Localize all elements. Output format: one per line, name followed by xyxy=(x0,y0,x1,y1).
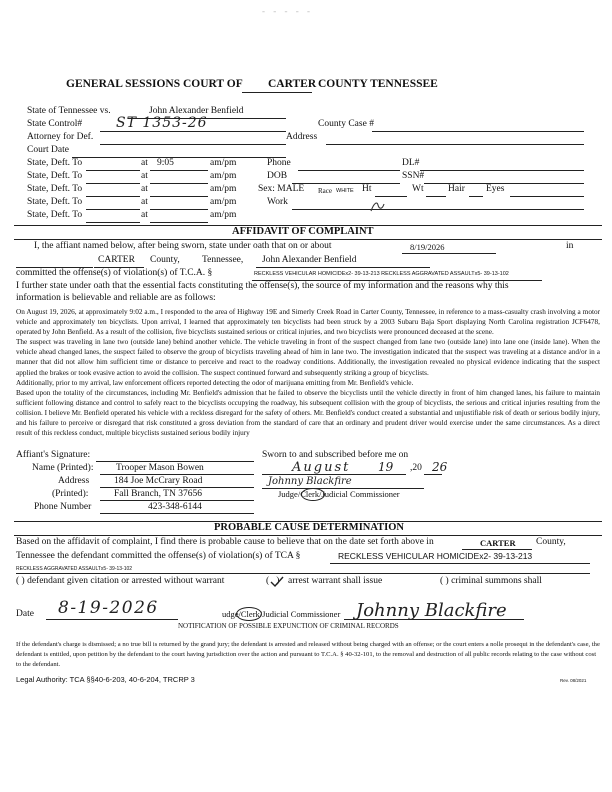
at-label-3: at xyxy=(141,184,148,194)
work-label: Work xyxy=(267,197,288,207)
pc-offense2: RECKLESS AGGRAVATED ASSAULTx5- 39-13-102 xyxy=(16,566,133,572)
sworn-judge-label: Judge/Clerk/Judicial Commissioner xyxy=(278,489,400,499)
dob-label: DOB xyxy=(267,171,288,181)
affiant-address: 184 Joe McCrary Road xyxy=(114,476,203,486)
defendant-name: John Alexander Benfield xyxy=(149,106,244,116)
at-label-2: at xyxy=(141,171,148,181)
legal-authority: Legal Authority: TCA §§40-6-203, 40-6-204, TRCRP 3 xyxy=(16,675,195,684)
state-deft-label-1: State, Deft. To xyxy=(27,158,83,168)
pc-offense1: RECKLESS VEHICULAR HOMICIDEx2- 39-13-213 xyxy=(338,551,533,561)
affidavit-offenses: RECKLESS VEHICULAR HOMICIDEx2- 39-13-213 RECKLESS AGGRAVATED ASSAULTx5- 39-13-102 xyxy=(254,271,509,277)
narrative-paragraph: The suspect was traveling in lane two (outside lane) behind another vehicle. The vehicle traveling in front of the suspect changed from lane two (outside lane) into lane one (inside lane). When the vehicle ahead changed lanes, the suspect failed to observe the group of bicyclists traveling ahead of him in lane two. The investigation indicated that the suspect was traveling at a distance and/or in a manner that did not allow him sufficient time or distance to perceive and react to the roadway conditions. Additionally, the investigation revealed no physical evidence indicating that the suspect applied the brakes or took evasive action to avoid the collision. The suspect continued forward and subsequently striking a group of bicyclists. xyxy=(16,338,600,377)
ampm-label-2: am/pm xyxy=(210,171,237,181)
pc-county-label: County, xyxy=(536,537,566,547)
hair-label: Hair xyxy=(448,184,465,194)
state-deft-label-3: State, Deft. To xyxy=(27,184,83,194)
at-label-5: at xyxy=(141,210,148,220)
ampm-label-1: am/pm xyxy=(210,158,237,168)
pc-county: CARTER xyxy=(480,538,516,548)
sworn-label: Sworn to and subscribed before me on xyxy=(262,450,409,460)
state-vs-label: State of Tennessee vs. xyxy=(27,106,111,116)
pc-line1: Based on the affidavit of complaint, I find there is probable cause to believe that on the date set forth above in xyxy=(16,537,434,547)
affiant-phone-label: Phone Number xyxy=(34,502,92,512)
race-value: WHITE xyxy=(336,188,354,194)
pc-date-value: 8-19-2026 xyxy=(58,598,159,618)
affiant-name: Trooper Mason Bowen xyxy=(116,463,204,473)
affidavit-committed-label: committed the offense(s) of violation(s) of T.C.A. § xyxy=(16,268,213,278)
handwritten-mark xyxy=(368,199,388,213)
affidavit-further-line2: information is believable and reliable are as follows: xyxy=(16,293,216,303)
dl-label: DL# xyxy=(402,158,420,168)
court-date-label: Court Date xyxy=(27,145,69,155)
ht-label: Ht xyxy=(362,184,372,194)
pc-notification: NOTIFICATION OF POSSIBLE EXPUNCTION OF CRIMINAL RECORDS xyxy=(178,622,399,630)
address-label: Address xyxy=(286,132,318,142)
ampm-label-5: am/pm xyxy=(210,210,237,220)
affiant-address-label: Address xyxy=(58,476,90,486)
court-title-prefix: GENERAL SESSIONS COURT OF xyxy=(66,78,243,90)
affidavit-county-label: County, xyxy=(150,255,180,265)
affidavit-title: AFFIDAVIT OF COMPLAINT xyxy=(232,226,374,237)
court-title-suffix: COUNTY TENNESSEE xyxy=(318,78,438,90)
affidavit-intro: I, the affiant named below, after being sworn, state under oath that on or about xyxy=(34,241,332,251)
sworn-clerk-circle xyxy=(301,488,325,501)
time-value: 9:05 xyxy=(157,158,174,168)
pc-arrest-paren[interactable]: ( ) xyxy=(266,576,280,586)
wt-label: Wt xyxy=(412,184,424,194)
at-label-1: at xyxy=(141,158,148,168)
state-deft-label-2: State, Deft. To xyxy=(27,171,83,181)
affiant-city: Fall Branch, TN 37656 xyxy=(114,489,202,499)
state-control-value: ST 1353-26 xyxy=(116,115,208,131)
pc-signature: Johnny Blackfire xyxy=(356,600,507,621)
state-deft-label-5: State, Deft. To xyxy=(27,210,83,220)
sworn-signature: Johnny Blackfire xyxy=(268,476,352,487)
affidavit-narrative xyxy=(16,307,600,438)
sworn-month: August xyxy=(292,460,351,475)
ampm-label-3: am/pm xyxy=(210,184,237,194)
eyes-label: Eyes xyxy=(486,184,505,194)
affidavit-state-label: Tennessee, xyxy=(202,255,244,265)
affidavit-defendant: John Alexander Benfield xyxy=(262,255,357,265)
court-county: CARTER xyxy=(268,78,317,90)
pc-judge-label: udge/Clerk/Judicial Commissioner xyxy=(222,609,341,619)
pc-expunction-text: If the defendant's charge is dismissed; a no true bill is returned by the grand jury; the defendant is arrested and released without being charged with an offense; or the court enters a nolle prosequi in the defendant's case, the defendant is entitled, upon petition by the defendant to the court having jurisdiction over the action and pursuant to T.C.A. § 40-32-101, to the removal and destruction of all public records relating to the case without cost to the defendant. xyxy=(16,641,600,668)
affiant-signature-label: Affiant's Signature: xyxy=(16,450,91,460)
at-label-4: at xyxy=(141,197,148,207)
affiant-phone: 423-348-6144 xyxy=(148,502,202,512)
sworn-year-suffix: 26 xyxy=(432,460,448,474)
ssn-label: SSN# xyxy=(402,171,425,181)
state-control-label: State Control# xyxy=(27,119,83,129)
narrative-paragraph: On August 19, 2026, at approximately 9:02 a.m., I responded to the area of Highway 19E and Simerly Creek Road in Carter County, Tennessee, in reference to a mass-casualty crash involving a motor vehicle and approximately ten bicyclists. Upon arrival, I learned that approximately ten bicyclists had been struck by a 2003 Subaru Baja Sport displaying North Carolina registration JCF6478, operated by John Benfield. As a result of the collision, five bicyclists sustained serious or critical injuries, and two bicyclists were pronounced deceased at the scene. xyxy=(16,308,600,337)
sworn-year-prefix: ,20 xyxy=(410,463,422,473)
affidavit-in-label: in xyxy=(566,241,574,251)
phone-label: Phone xyxy=(267,158,291,168)
pc-option-citation[interactable]: ( ) defendant given citation or arrested without warrant xyxy=(16,576,225,586)
affidavit-further-line1: I further state under oath that the essential facts constituting the offense(s), the source of my information and the reasons why this xyxy=(16,281,509,291)
affidavit-date: 8/19/2026 xyxy=(410,242,445,252)
top-marks: - - - - - xyxy=(262,6,313,16)
affiant-name-label: Name (Printed): xyxy=(32,463,94,473)
probable-cause-title: PROBABLE CAUSE DETERMINATION xyxy=(214,522,404,533)
sex-label: Sex: MALE xyxy=(258,184,305,194)
ampm-label-4: am/pm xyxy=(210,197,237,207)
pc-line2: Tennessee the defendant committed the offense(s) of violation(s) of TCA § xyxy=(16,551,301,561)
race-label: Race xyxy=(318,187,332,195)
pc-option-summons[interactable]: ( ) criminal summons shall xyxy=(440,576,542,586)
state-deft-label-4: State, Deft. To xyxy=(27,197,83,207)
arrest-check-mark xyxy=(270,576,284,588)
revision-label: Rev. 08/2021 xyxy=(560,678,587,683)
pc-clerk-circle xyxy=(236,607,262,621)
narrative-paragraph: Additionally, prior to my arrival, law enforcement officers reported detecting the odor of marijuana emitting from Mr. Benfield's vehicle. xyxy=(16,378,414,387)
narrative-paragraph: Based upon the totality of the circumstances, including Mr. Benfield's admission that he failed to observe the bicyclists until the vehicle directly in front of him changed lanes, his failure to maintain sufficient following distance and control to safely react to the bicyclists occupying the roadway, his subsequent collision with the group of bicyclists, the serious and critical injuries resulting from the collision. I believe Mr. Benfield operated his vehicle with a reckless disregard for the safety of others. Mr. Benfield's conduct created a substantial and unjustifiable risk of death or serious bodily injury, and his failure to perceive or disregard that risk constituted a gross deviation from the standard of care that an ordinary and prudent driver would exercise under the same circumstances. As a direct result of this reckless conduct, multiple bicyclists sustained serious bodily injury xyxy=(16,388,600,438)
pc-option-arrest: arrest warrant shall issue xyxy=(288,576,383,586)
affiant-printed-label: (Printed): xyxy=(52,489,89,499)
pc-date-label: Date xyxy=(16,609,34,619)
county-case-label: County Case # xyxy=(318,119,374,129)
affidavit-county: CARTER xyxy=(98,255,135,265)
sworn-day: 19 xyxy=(378,460,394,474)
attorney-label: Attorney for Def. xyxy=(27,132,94,142)
